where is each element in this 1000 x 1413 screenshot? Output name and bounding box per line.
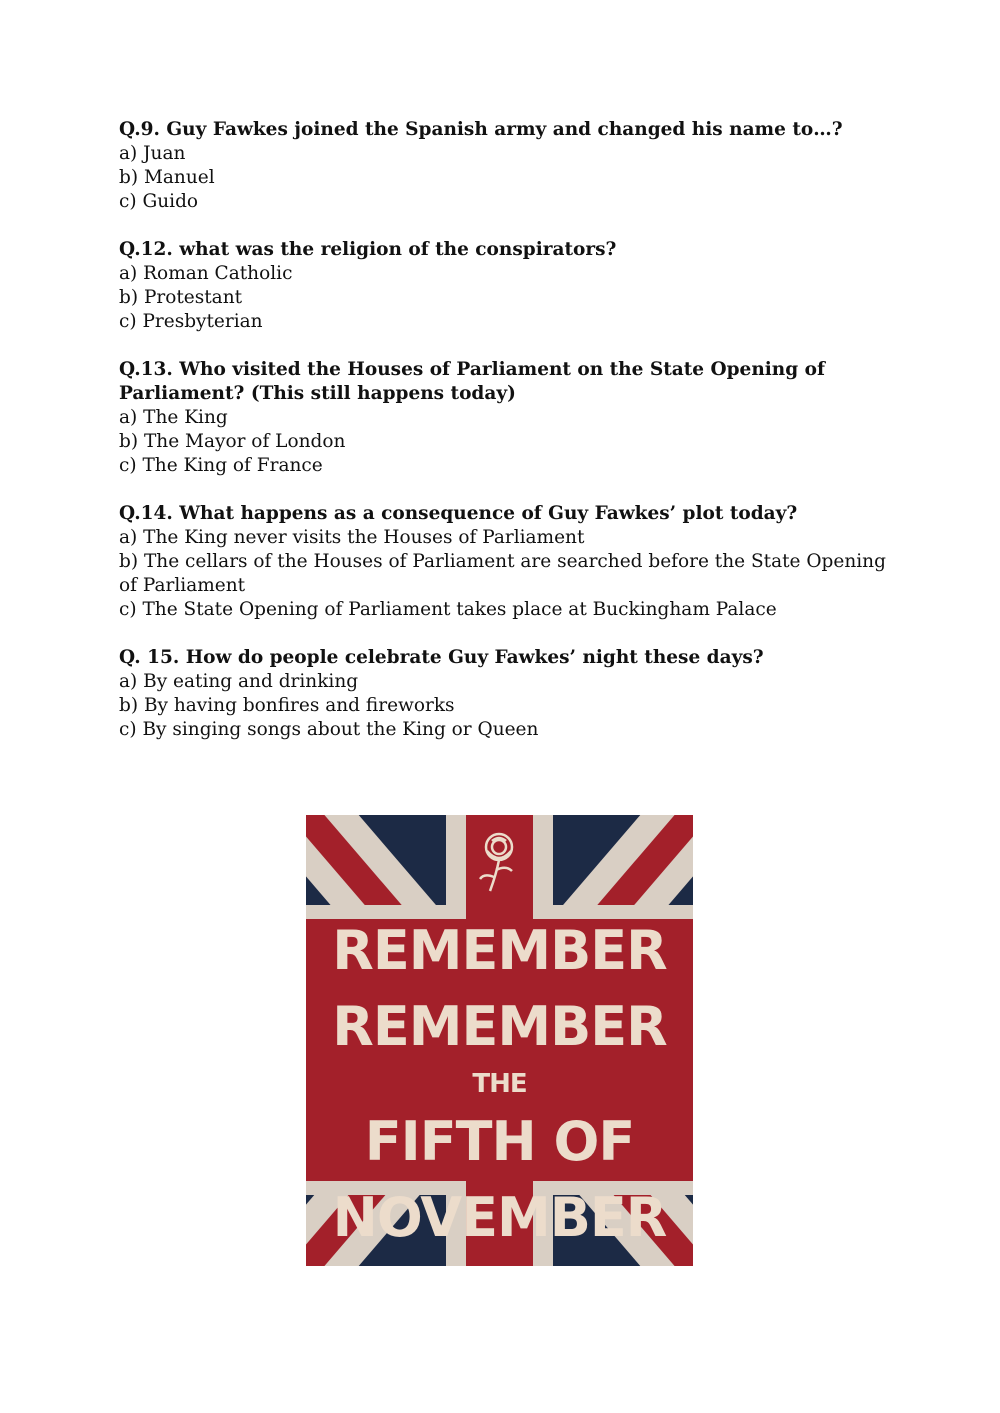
poster-line-2: REMEMBER [332, 995, 667, 1058]
poster-line-3: THE [472, 1069, 527, 1099]
question-12 [119, 238, 899, 334]
question-13 [119, 358, 899, 478]
remember-november-poster [306, 815, 693, 1266]
answer-option: c) By singing songs about the King or Queen [119, 719, 539, 740]
poster-line-5: NOVEMBER [332, 1186, 667, 1249]
question-9 [119, 118, 899, 214]
answer-option: b) Manuel [119, 167, 215, 188]
answer-option: a) Juan [119, 143, 186, 164]
answer-option: b) The Mayor of London [119, 431, 346, 452]
question-title: Q. 15. How do people celebrate Guy Fawkes’ night these days? [119, 647, 764, 668]
answer-option: a) The King [119, 407, 228, 428]
answer-option: c) The King of France [119, 455, 323, 476]
question-title: Q.12. what was the religion of the conspirators? [119, 239, 617, 260]
answer-option: a) The King never visits the Houses of Parliament [119, 527, 585, 548]
answer-option: a) Roman Catholic [119, 263, 293, 284]
answer-option: c) Presbyterian [119, 311, 263, 332]
answer-option: b) The cellars of the Houses of Parliament are searched before the State Opening of Parliament [119, 551, 886, 596]
quiz-page [119, 118, 899, 766]
answer-option: c) The State Opening of Parliament takes place at Buckingham Palace [119, 599, 777, 620]
answer-option: b) Protestant [119, 287, 243, 308]
poster-line-4: FIFTH OF [364, 1110, 635, 1173]
question-15 [119, 646, 899, 742]
answer-option: b) By having bonfires and fireworks [119, 695, 455, 716]
question-title: Q.13. Who visited the Houses of Parliament on the State Opening of Parliament? (This still happens today) [119, 359, 825, 404]
answer-option: c) Guido [119, 191, 199, 212]
question-title: Q.14. What happens as a consequence of Guy Fawkes’ plot today? [119, 503, 798, 524]
answer-option: a) By eating and drinking [119, 671, 359, 692]
poster-line-1: REMEMBER [332, 919, 667, 982]
question-14 [119, 502, 899, 622]
question-title: Q.9. Guy Fawkes joined the Spanish army and changed his name to…? [119, 119, 843, 140]
